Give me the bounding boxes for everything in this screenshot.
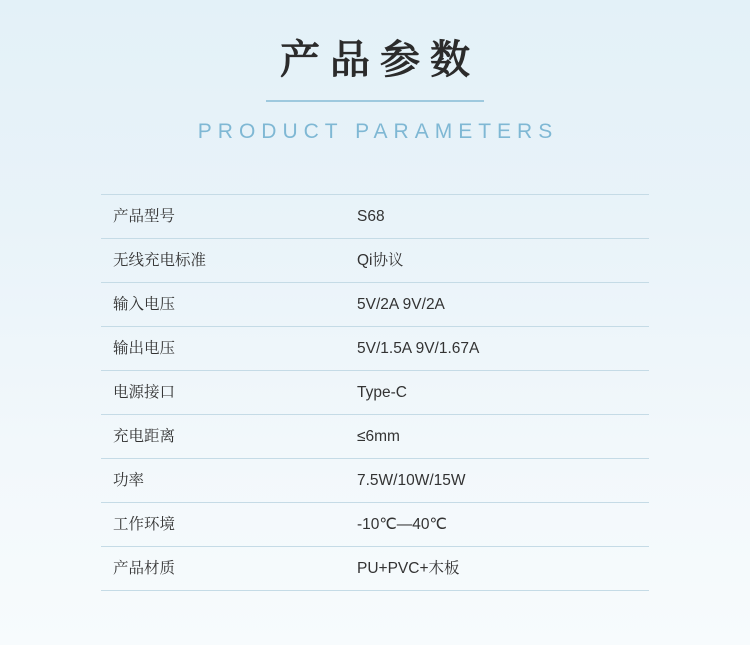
spec-table [101,194,649,591]
spec-label: 产品材质 [101,547,343,591]
table-row [101,503,649,547]
spec-value: -10℃—40℃ [343,503,649,547]
spec-label: 功率 [101,459,343,503]
spec-label: 产品型号 [101,195,343,239]
spec-label: 充电距离 [101,415,343,459]
table-row [101,195,649,239]
spec-table-body [101,195,649,591]
spec-value: PU+PVC+木板 [343,547,649,591]
spec-value: ≤6mm [343,415,649,459]
table-row [101,239,649,283]
spec-value: 7.5W/10W/15W [343,459,649,503]
page-subtitle: PRODUCT PARAMETERS [197,120,559,143]
title-divider [266,100,484,102]
spec-table-container [101,194,649,591]
table-row [101,283,649,327]
table-row [101,415,649,459]
spec-label: 输入电压 [101,283,343,327]
spec-value: Type-C [343,371,649,415]
table-row [101,371,649,415]
spec-value: 5V/2A 9V/2A [343,283,649,327]
spec-label: 工作环境 [101,503,343,547]
spec-value: S68 [343,195,649,239]
spec-label: 电源接口 [101,371,343,415]
table-row [101,327,649,371]
page-header [0,0,750,144]
table-row [101,547,649,591]
spec-label: 无线充电标准 [101,239,343,283]
spec-value: 5V/1.5A 9V/1.67A [343,327,649,371]
spec-label: 输出电压 [101,327,343,371]
table-row [101,459,649,503]
spec-value: Qi协议 [343,239,649,283]
page-title: 产品参数 [280,38,480,82]
